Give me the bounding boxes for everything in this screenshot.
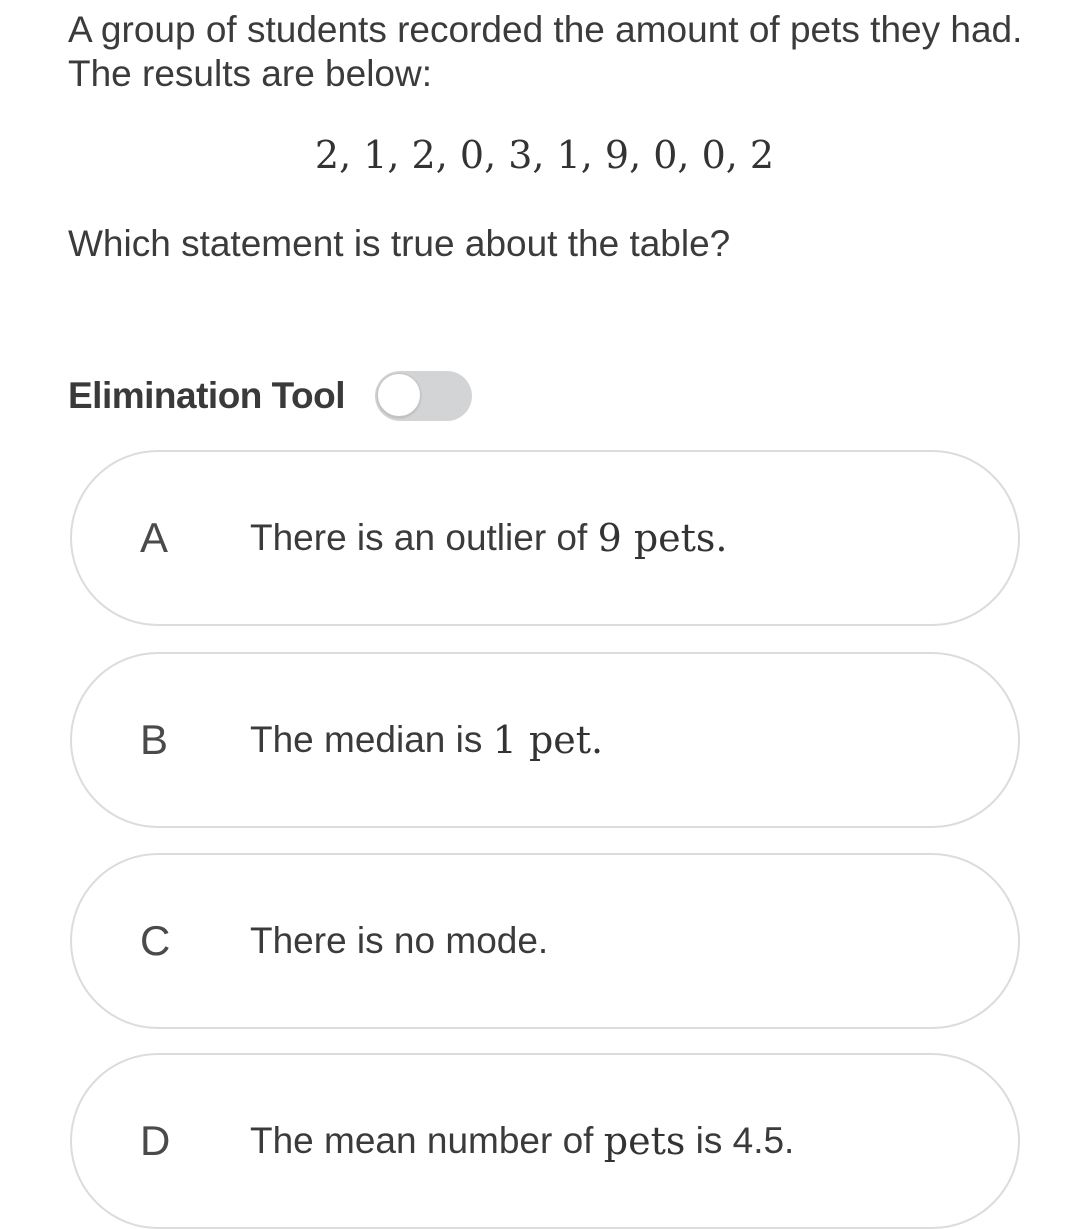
option-letter: A xyxy=(140,514,169,561)
answer-option-c[interactable] xyxy=(70,853,1020,1029)
option-text xyxy=(250,452,728,624)
option-text-part: The median is xyxy=(250,719,493,760)
question-text: A group of students recorded the amount of pets they had. The results are below: xyxy=(68,9,1023,94)
option-text xyxy=(250,1055,794,1227)
option-letter: C xyxy=(140,917,171,964)
option-math-after: is 4.5. xyxy=(685,1120,795,1161)
elimination-tool-label: Elimination Tool xyxy=(68,375,346,416)
toggle-knob xyxy=(377,373,421,417)
option-text xyxy=(250,654,603,826)
answer-option-b[interactable] xyxy=(70,652,1020,828)
option-text-part: There is an outlier of xyxy=(250,517,598,558)
option-math-after: pets. xyxy=(621,516,728,560)
option-letter: D xyxy=(140,1117,171,1164)
option-letter: B xyxy=(140,716,169,763)
elimination-tool-toggle[interactable] xyxy=(375,371,472,421)
option-math: pets xyxy=(603,1119,686,1163)
option-text-part: There is no mode. xyxy=(250,920,549,961)
dataset-values: 2, 1, 2, 0, 3, 1, 9, 0, 0, 2 xyxy=(314,133,775,177)
option-text xyxy=(250,855,548,1027)
option-math-after: pet. xyxy=(516,718,604,762)
option-text-part: The mean number of xyxy=(250,1120,604,1161)
elimination-tool-row xyxy=(68,370,472,422)
option-math: 9 xyxy=(597,516,622,560)
option-math: 1 xyxy=(492,718,517,762)
answer-option-d[interactable] xyxy=(70,1053,1020,1229)
question-prompt: Which statement is true about the table? xyxy=(68,223,731,264)
answer-option-a[interactable] xyxy=(70,450,1020,626)
